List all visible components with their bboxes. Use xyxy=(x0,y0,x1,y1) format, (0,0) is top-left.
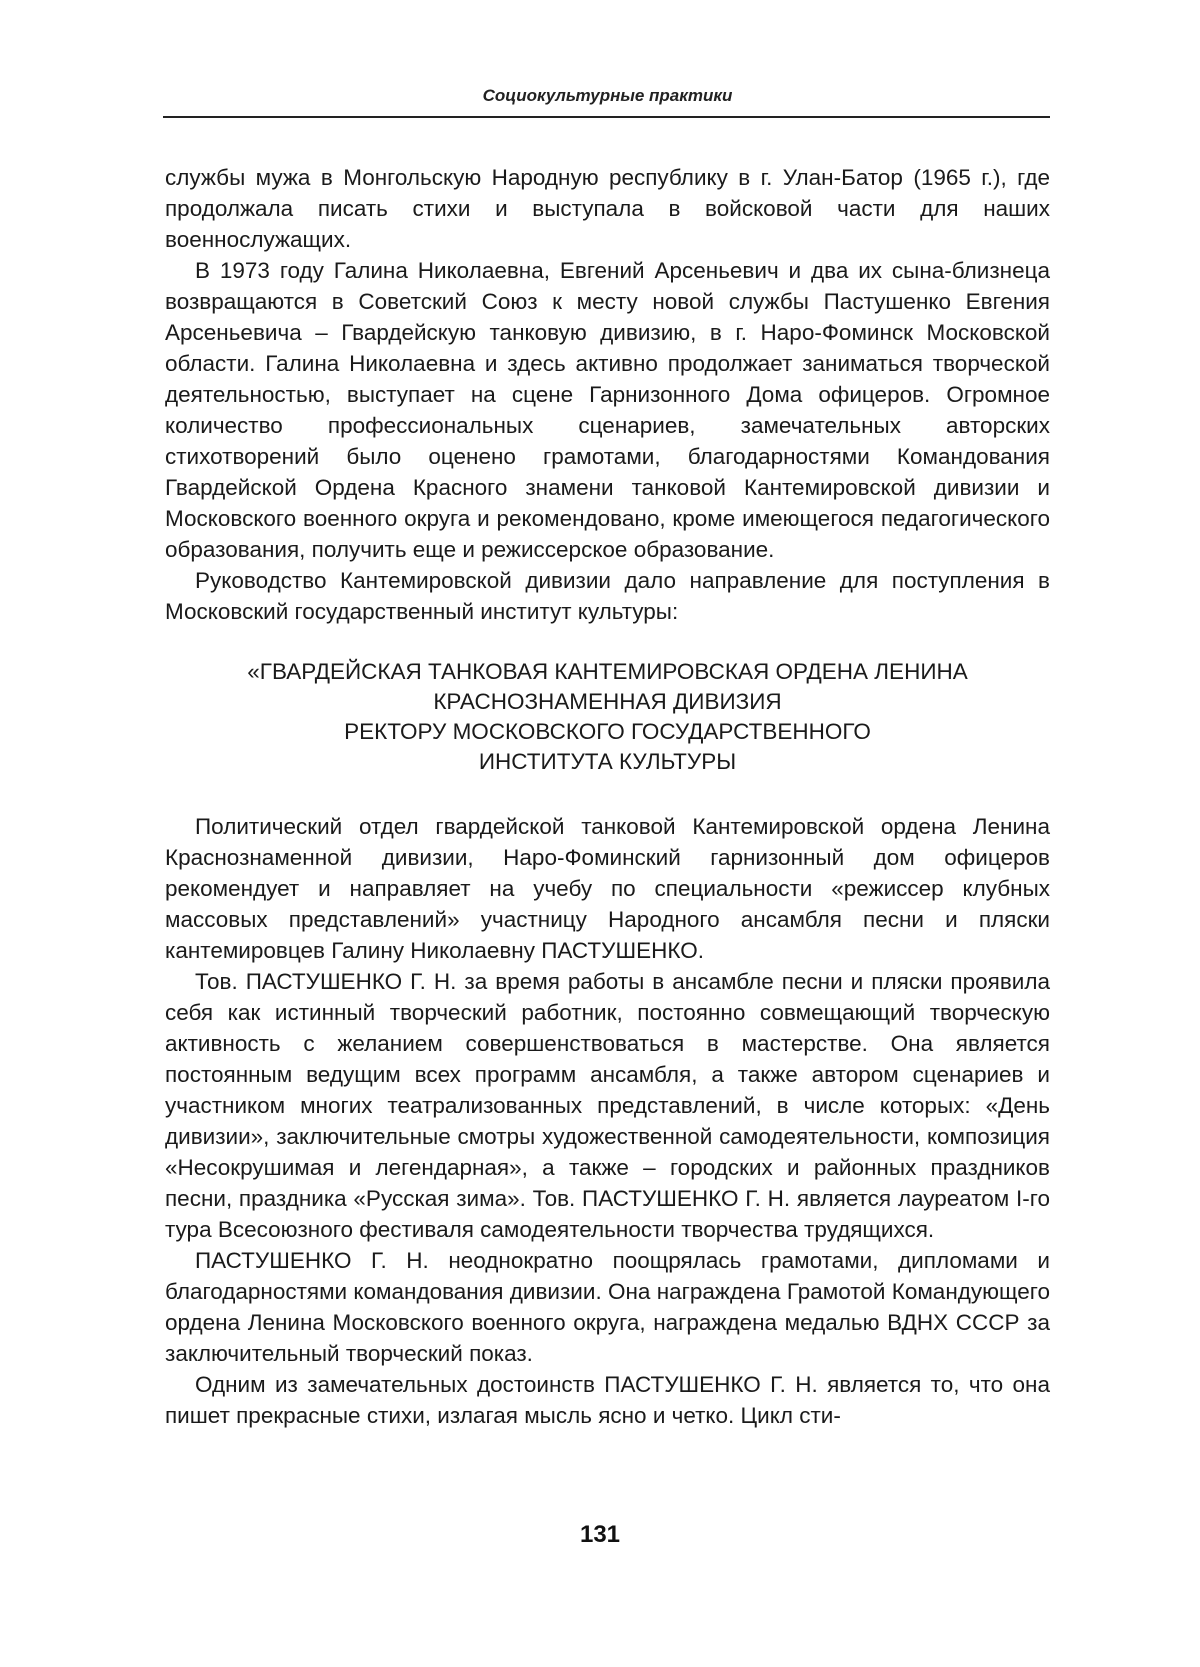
paragraph-poetry: Одним из замечательных достоинств ПАСТУШЕНКО Г. Н. является то, что она пишет прекрасные стихи, излагая мысль ясно и четко. Цикл сти- xyxy=(165,1372,1050,1428)
paragraph-awards: ПАСТУШЕНКО Г. Н. неоднократно поощрялась грамотами, дипломами и благодарностями командования дивизии. Она награждена Грамотой Командующего ордена Ленина Московского военного округа, награждена медалью ВДНХ СССР за заключительный творческий показ. xyxy=(165,1248,1050,1366)
header-rule xyxy=(163,116,1050,118)
paragraph-creative-work: Тов. ПАСТУШЕНКО Г. Н. за время работы в ансамбле песни и пляски проявила себя как истинный творческий работник, постоянно совмещающий творческую активность с желанием совершенствоваться в мастерстве. Она является постоянным ведущим всех программ ансамбля, а также автором сценариев и участником многих театрализованных представлений, в числе которых: «День дивизии», заключительные смотры художественной самодеятельности, композиция «Несокрушимая и легендарная», а также – городских и районных праздников песни, праздника «Русская зима». Тов. ПАСТУШЕНКО Г. Н. является лауреатом I-го тура Всесоюзного фестиваля самодеятельности творчества трудящихся. xyxy=(165,969,1050,1242)
paragraph-direction: Руководство Кантемировской дивизии дало направление для поступления в Московский государственный институт культуры: xyxy=(165,568,1050,624)
letter-heading-line-2: КРАСНОЗНАМЕННАЯ ДИВИЗИЯ xyxy=(433,689,782,714)
paragraph-political-department: Политический отдел гвардейской танковой Кантемировской ордена Ленина Краснознаменной дивизии, Наро-Фоминский гарнизонный дом офицеров рекомендует и направляет на учебу по специальности «режиссер клубных массовых представлений» участницу Народного ансамбля песни и пляски кантемировцев Галину Николаевну ПАСТУШЕНКО. xyxy=(165,814,1050,963)
letter-heading-line-3: РЕКТОРУ МОСКОВСКОГО ГОСУДАРСТВЕННОГО xyxy=(344,719,871,744)
paragraph-continued: службы мужа в Монгольскую Народную республику в г. Улан-Батор (1965 г.), где продолжала писать стихи и выступала в войсковой части для наших военнослужащих. xyxy=(165,165,1050,252)
letter-heading xyxy=(165,657,1050,777)
body-text xyxy=(165,162,1050,1431)
paragraph-return-1973: В 1973 году Галина Николаевна, Евгений Арсеньевич и два их сына-близнеца возвращаются в Советский Союз к месту новой службы Пастушенко Евгения Арсеньевича – Гвардейскую танковую дивизию, в г. Наро-Фоминск Московской области. Галина Николаевна и здесь активно продолжает заниматься творческой деятельностью, выступает на сцене Гарнизонного Дома офицеров. Огромное количество профессиональных сценариев, замечательных авторских стихотворений было оценено грамотами, благодарностями Командования Гвардейской Ордена Красного знамени танковой Кантемировской дивизии и Московского военного округа и рекомендовано, кроме имеющегося педагогического образования, получить еще и режиссерское образование. xyxy=(165,258,1050,562)
page-number: 131 xyxy=(579,1521,621,1548)
letter-heading-line-4: ИНСТИТУТА КУЛЬТУРЫ xyxy=(478,749,737,774)
letter-heading-line-1: «ГВАРДЕЙСКАЯ ТАНКОВАЯ КАНТЕМИРОВСКАЯ ОРДЕНА ЛЕНИНА xyxy=(247,659,968,684)
running-head-title: Социокультурные практики xyxy=(482,86,733,105)
